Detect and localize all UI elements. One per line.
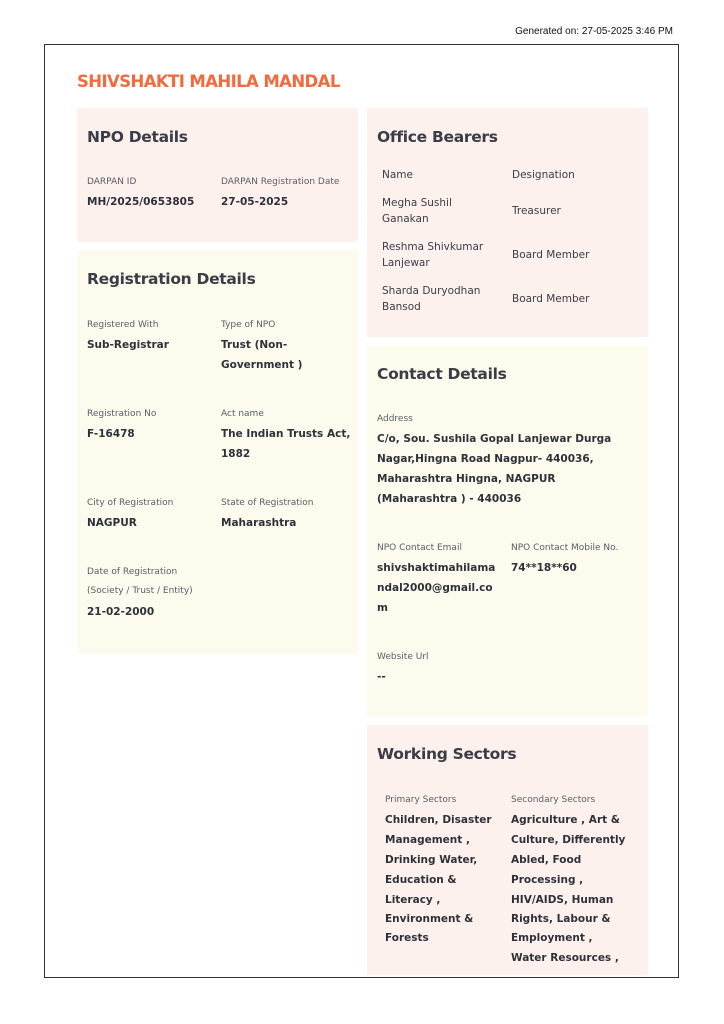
city-value: NAGPUR [87, 517, 137, 529]
registration-details-title: Registration Details [87, 270, 256, 288]
bearer-name-line2: Ganakan [382, 213, 429, 225]
office-bearers-title: Office Bearers [377, 128, 498, 146]
primary-sector-line: Drinking Water, [385, 854, 478, 866]
npo-type-label: Type of NPO [221, 320, 276, 330]
state-value: Maharashtra [221, 517, 297, 529]
secondary-sector-line: Culture, Differently [511, 834, 626, 846]
darpan-reg-date-value: 27-05-2025 [221, 196, 289, 208]
email-value-line: shivshaktimahilama [377, 562, 496, 574]
primary-sector-line: Environment & [385, 913, 474, 925]
bearer-name-line1: Megha Sushil [382, 197, 452, 209]
email-value-line: m [377, 602, 388, 614]
npo-details-title: NPO Details [87, 128, 188, 146]
secondary-sector-line: Employment , [511, 932, 593, 944]
act-name-label: Act name [221, 409, 264, 419]
generated-timestamp: Generated on: 27-05-2025 3:46 PM [515, 26, 673, 37]
secondary-sector-line: Agriculture , Art & [511, 814, 620, 826]
bearer-designation: Board Member [512, 293, 590, 305]
bearer-name-line2: Bansod [382, 301, 421, 313]
address-line: C/o, Sou. Sushila Gopal Lanjewar Durga [377, 433, 612, 445]
contact-details-title: Contact Details [377, 365, 507, 383]
darpan-reg-date-label: DARPAN Registration Date [221, 177, 340, 187]
registration-details-card [77, 250, 358, 654]
registration-no-value: F-16478 [87, 428, 135, 440]
bearer-designation: Board Member [512, 249, 590, 261]
registration-no-label: Registration No [87, 409, 157, 419]
reg-date-label-line2: (Society / Trust / Entity) [87, 586, 193, 596]
bearer-name-line1: Reshma Shivkumar [382, 241, 484, 253]
primary-sectors-label: Primary Sectors [385, 795, 457, 805]
office-bearers-card [367, 108, 648, 337]
mobile-value: 74**18**60 [511, 562, 577, 574]
bearer-designation: Treasurer [512, 205, 561, 217]
reg-date-value: 21-02-2000 [87, 606, 155, 618]
address-line: Nagar,Hingna Road Nagpur- 440036, [377, 453, 594, 465]
website-value: -- [377, 671, 386, 683]
primary-sector-line: Literacy , [385, 894, 441, 906]
registered-with-value: Sub-Registrar [87, 339, 169, 351]
address-line: Maharashtra Hingna, NAGPUR [377, 473, 556, 485]
organization-name: SHIVSHAKTI MAHILA MANDAL [77, 72, 340, 91]
website-label: Website Url [377, 652, 429, 662]
city-label: City of Registration [87, 498, 174, 508]
darpan-id-value: MH/2025/0653805 [87, 196, 195, 208]
bearer-name-line1: Sharda Duryodhan [382, 285, 481, 297]
working-sectors-card [367, 725, 648, 975]
primary-sector-line: Management , [385, 834, 470, 846]
npo-details-card [77, 108, 358, 242]
darpan-id-label: DARPAN ID [87, 177, 137, 187]
primary-sector-line: Children, Disaster [385, 814, 492, 826]
secondary-sector-line: HIV/AIDS, Human [511, 894, 614, 906]
primary-sector-line: Forests [385, 932, 429, 944]
reg-date-label-line1: Date of Registration [87, 567, 178, 577]
npo-type-value-line1: Trust (Non- [221, 339, 288, 351]
email-label: NPO Contact Email [377, 543, 462, 553]
secondary-sector-line: Processing , [511, 874, 584, 886]
registered-with-label: Registered With [87, 320, 159, 330]
act-name-value-line1: The Indian Trusts Act, [221, 428, 351, 440]
state-label: State of Registration [221, 498, 314, 508]
address-label: Address [377, 414, 413, 424]
email-value-line: ndal2000@gmail.co [377, 582, 493, 594]
secondary-sectors-label: Secondary Sectors [511, 795, 596, 805]
primary-sector-line: Education & [385, 874, 457, 886]
col-designation-header: Designation [512, 169, 575, 181]
contact-details-card [367, 345, 648, 716]
act-name-value-line2: 1882 [221, 448, 251, 460]
secondary-sector-line: Water Resources , [511, 952, 619, 964]
bearer-name-line2: Lanjewar [382, 257, 430, 269]
secondary-sector-line: Abled, Food [511, 854, 582, 866]
npo-type-value-line2: Government ) [221, 359, 303, 371]
mobile-label: NPO Contact Mobile No. [511, 543, 619, 553]
secondary-sector-line: Rights, Labour & [511, 913, 611, 925]
address-line: (Maharashtra ) - 440036 [377, 493, 522, 505]
working-sectors-title: Working Sectors [377, 745, 517, 763]
col-name-header: Name [382, 169, 413, 181]
